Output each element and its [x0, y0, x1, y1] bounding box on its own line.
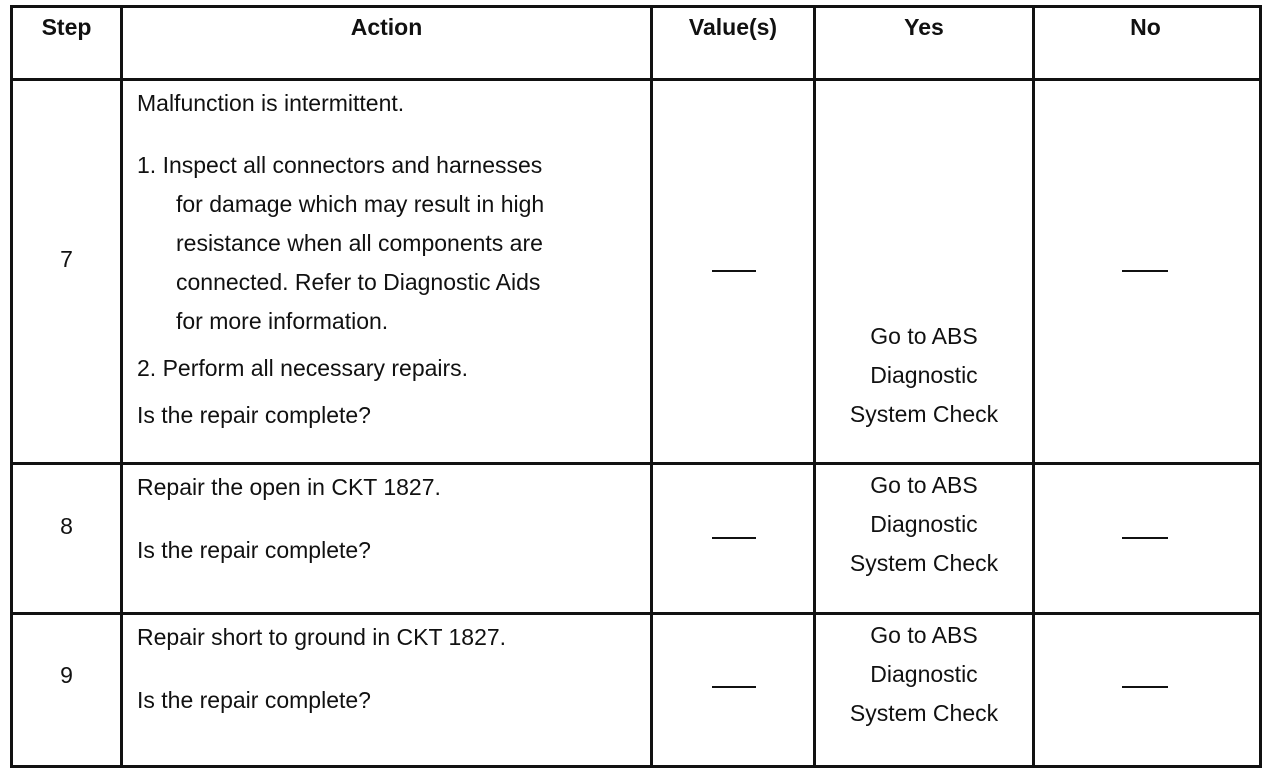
row8-values-dash — [712, 537, 756, 539]
header-no: No — [1130, 14, 1161, 40]
row-divider-7 — [10, 462, 1262, 465]
row8-action-line1: Repair the open in CKT 1827. — [137, 474, 441, 500]
row7-yes-line1: Go to ABS — [870, 323, 978, 349]
row7-action-item1-line1: 1. Inspect all connectors and harnesses — [137, 152, 543, 178]
row7-yes-line3: System Check — [849, 401, 999, 427]
row9-step: 9 — [60, 662, 73, 688]
col-divider-action — [650, 5, 653, 765]
row7-action-item1-line2: for damage which may result in high — [176, 191, 545, 217]
row7-action-item1-line4: connected. Refer to Diagnostic Aids — [176, 269, 541, 295]
row7-no-dash — [1122, 270, 1168, 272]
row7-values-dash — [712, 270, 756, 272]
row-divider-header — [10, 78, 1262, 81]
header-values: Value(s) — [688, 14, 778, 40]
col-divider-step — [120, 5, 123, 765]
header-yes: Yes — [904, 14, 944, 40]
row8-yes-line2: Diagnostic — [870, 511, 978, 537]
row9-action-question: Is the repair complete? — [137, 687, 371, 713]
row9-no-dash — [1122, 686, 1168, 688]
row8-step: 8 — [60, 513, 73, 539]
header-action: Action — [350, 14, 423, 40]
row8-action-question: Is the repair complete? — [137, 537, 371, 563]
row7-action-question: Is the repair complete? — [137, 402, 371, 428]
row7-yes-line2: Diagnostic — [870, 362, 978, 388]
row7-action-item2: 2. Perform all necessary repairs. — [137, 355, 469, 381]
row8-yes-line3: System Check — [849, 550, 999, 576]
row7-step: 7 — [60, 246, 73, 272]
col-divider-yes — [1032, 5, 1035, 765]
row9-yes-line1: Go to ABS — [870, 622, 978, 648]
row8-yes-line1: Go to ABS — [870, 472, 978, 498]
row7-action-item1-line3: resistance when all components are — [176, 230, 543, 256]
row7-action-intro: Malfunction is intermittent. — [137, 90, 405, 116]
row9-yes-line2: Diagnostic — [870, 661, 978, 687]
row-divider-8 — [10, 612, 1262, 615]
row8-no-dash — [1122, 537, 1168, 539]
row9-values-dash — [712, 686, 756, 688]
row9-yes-line3: System Check — [849, 700, 999, 726]
row7-action-item1-line5: for more information. — [176, 308, 389, 334]
row9-action-line1: Repair short to ground in CKT 1827. — [137, 624, 507, 650]
header-step: Step — [41, 14, 92, 40]
